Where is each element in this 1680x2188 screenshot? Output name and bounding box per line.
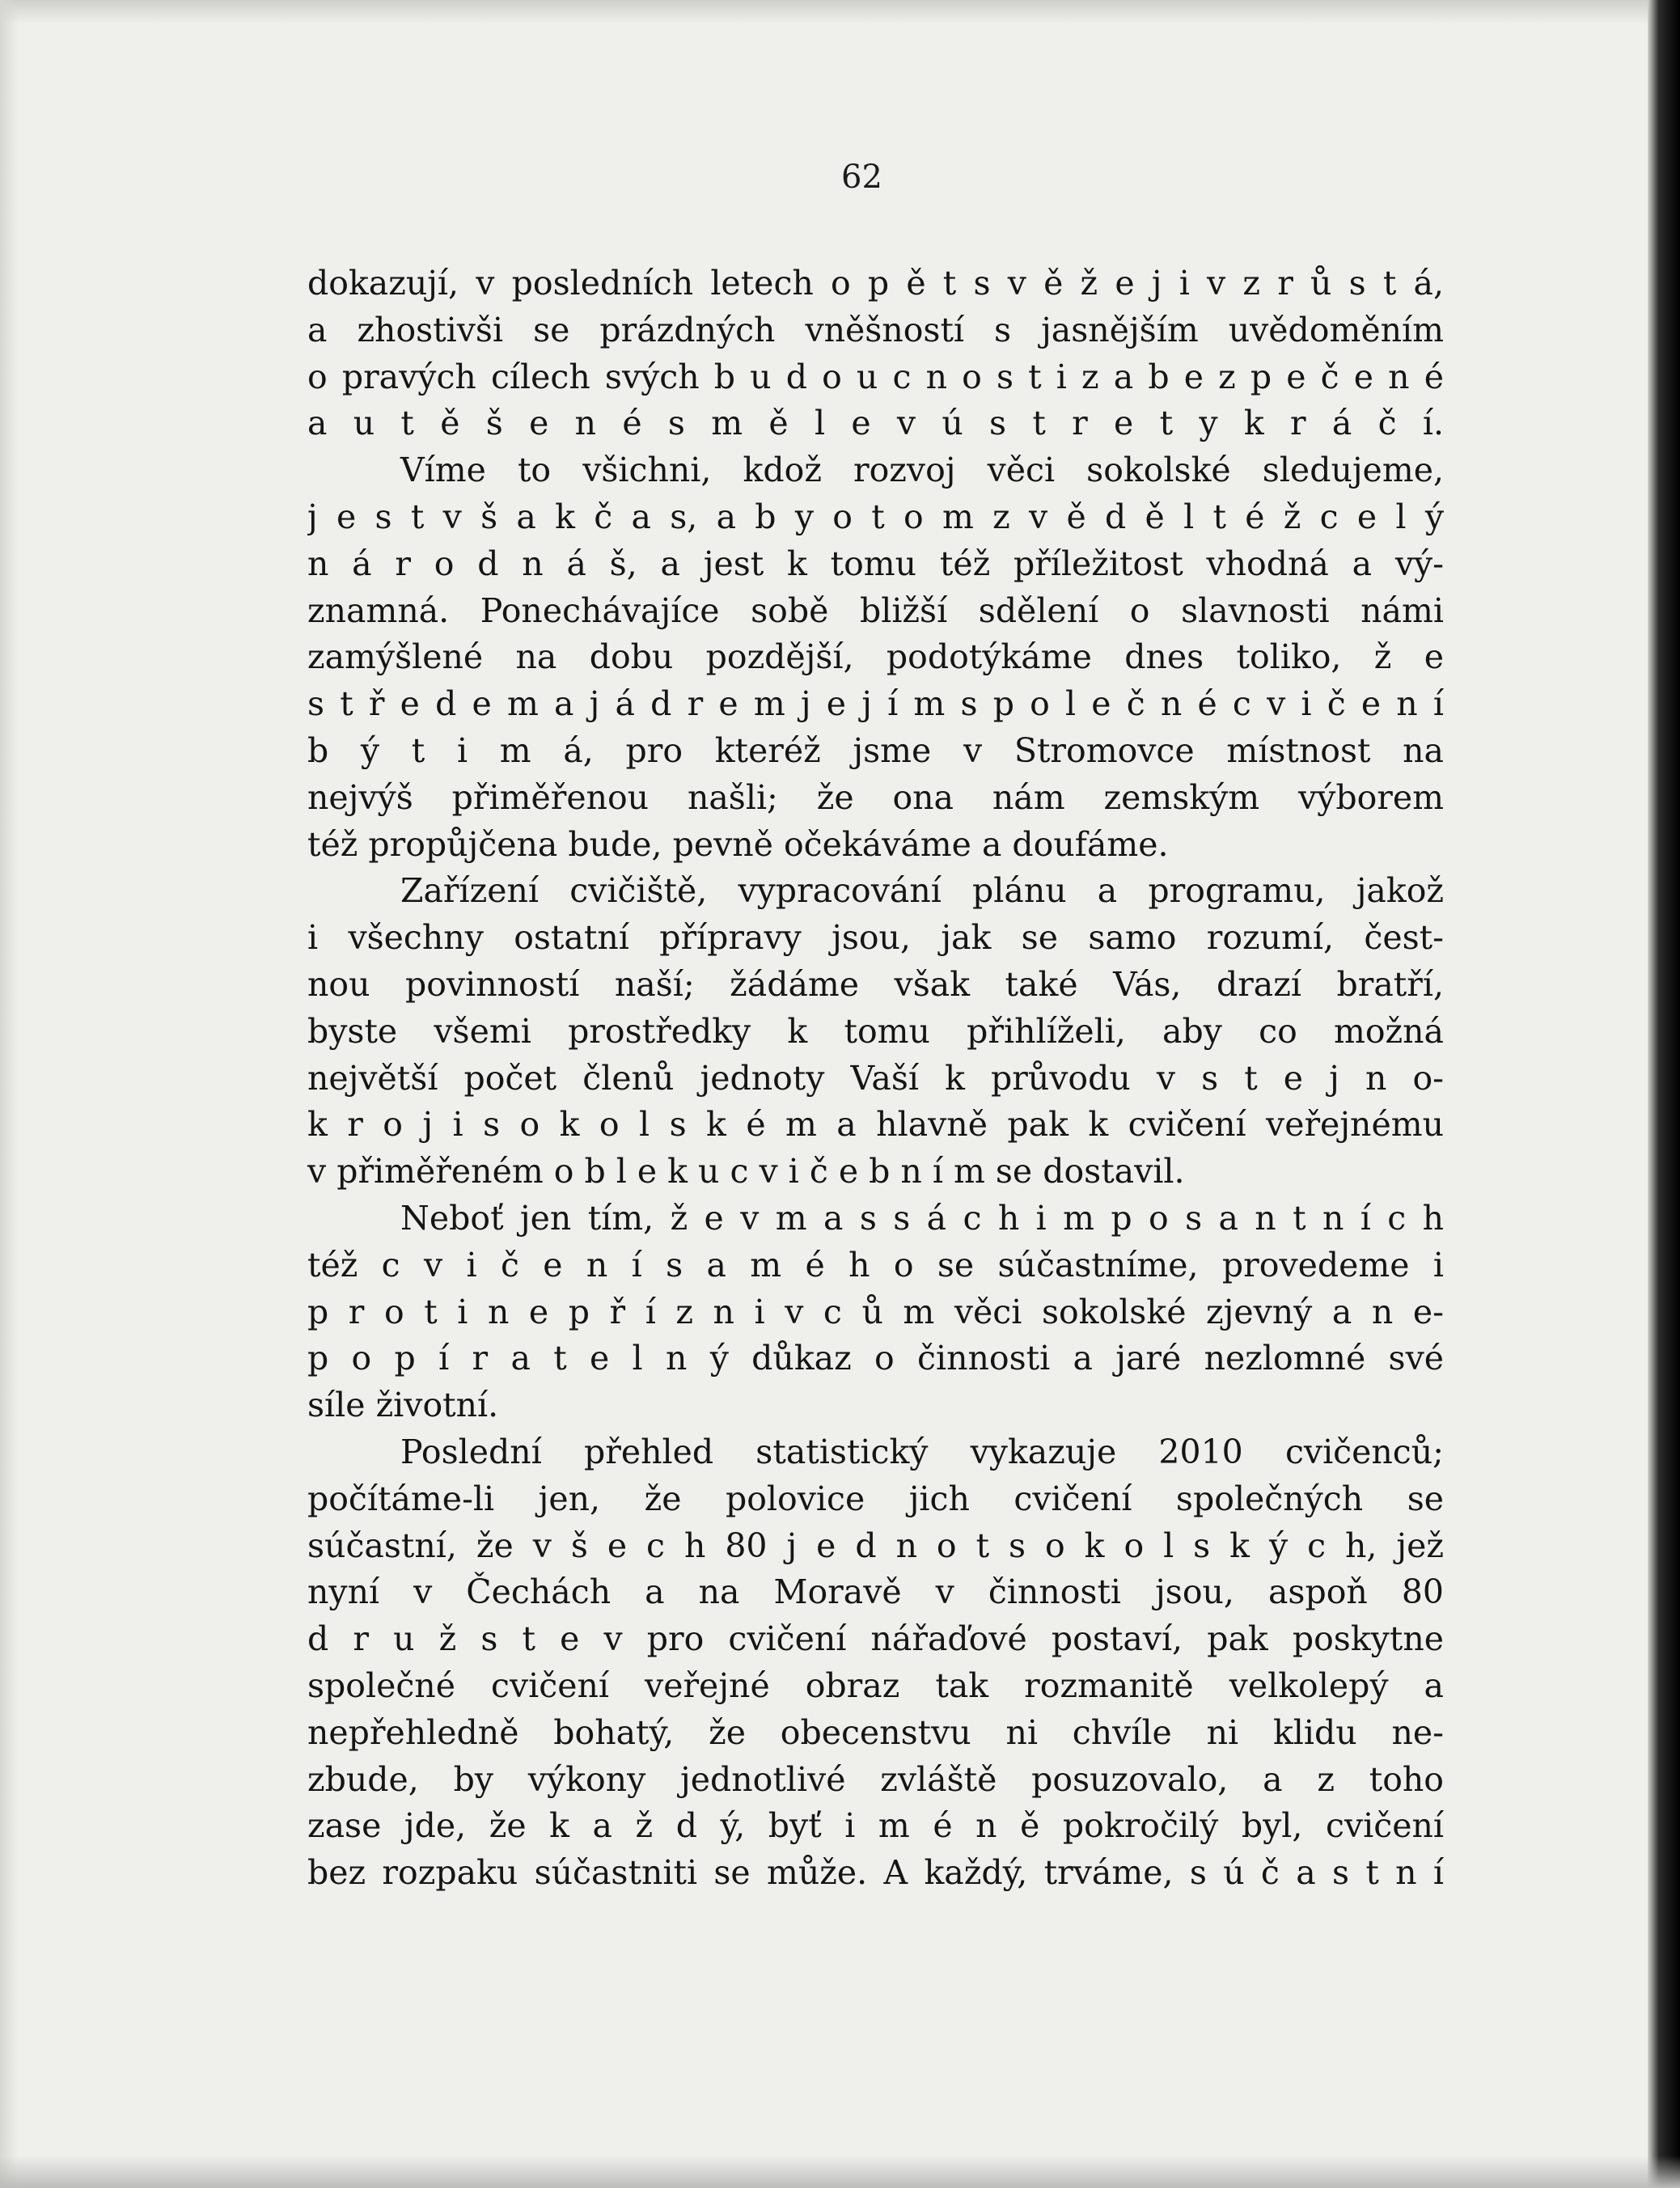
text-line: též propůjčena bude, pevně očekáváme a doufáme. [307, 824, 1169, 864]
text-line: n á r o d n á š, a jest k tomu též příležitost vhodná a vý- [307, 544, 1444, 583]
text-line: b ý t i m á, pro kteréž jsme v Stromovce místnost na [307, 730, 1444, 770]
text-line: súčastní, že v š e c h 80 j e d n o t s o k o l s k ý c h, jež [307, 1526, 1444, 1565]
text-line: společné cvičení veřejné obraz tak rozmanitě velkolepý a [307, 1665, 1444, 1705]
page-number: 62 [841, 159, 882, 196]
binding-edge [1648, 0, 1680, 2188]
text-line: s t ř e d e m a j á d r e m j e j í m s p o l e č n é c v i č e n í [307, 684, 1444, 724]
text-line: Víme to všichni, kdož rozvoj věci sokolské sledujeme, [400, 451, 1444, 490]
text-line: bez rozpaku súčastniti se může. A každý, trváme, s ú č a s t n í [307, 1853, 1444, 1893]
text-line: nou povinností naší; žádáme však také Vás, drazí bratří, [307, 964, 1444, 1004]
text-line: v přiměřeném o b l e k u c v i č e b n í m se dostavil. [307, 1152, 1185, 1191]
text-line: i všechny ostatní přípravy jsou, jak se samo rozumí, čest- [307, 918, 1444, 958]
text-line: Zařízení cvičiště, vypracování plánu a programu, jakož [400, 871, 1444, 911]
text-line: p o p í r a t e l n ý důkaz o činnosti a jaré nezlomné své [307, 1339, 1444, 1378]
text-line: o pravých cílech svých b u d o u c n o s t i z a b e z p e č e n é [307, 357, 1444, 396]
text-line: k r o j i s o k o l s k é m a hlavně pak k cvičení veřejnému [307, 1105, 1444, 1145]
text-line: nejvýš přiměřenou našli; že ona nám zemským výborem [307, 777, 1444, 817]
text-line: zamýšlené na dobu pozdější, podotýkáme dnes toliko, ž e [307, 637, 1444, 677]
text-line: Poslední přehled statistický vykazuje 2010 cvičenců; [400, 1432, 1444, 1471]
text-line: dokazují, v posledních letech o p ě t s v ě ž e j i v z r ů s t á, [307, 264, 1444, 303]
body-text [307, 260, 1444, 1897]
page-top-shadow [0, 0, 1680, 24]
text-line: byste všemi prostředky k tomu přihlíželi, aby co možná [307, 1011, 1444, 1051]
text-line: nepřehledně bohatý, že obecenstvu ni chvíle ni klidu ne- [307, 1712, 1444, 1752]
page-left-shadow [0, 0, 18, 2188]
text-line: a zhostivši se prázdných vněšností s jasnějším uvědoměním [307, 310, 1444, 349]
page-bottom-shadow [0, 2156, 1680, 2188]
text-line: d r u ž s t e v pro cvičení nářaďové postaví, pak poskytne [307, 1619, 1444, 1659]
text-line: též c v i č e n í s a m é h o se súčastníme, provedeme i [307, 1245, 1444, 1284]
text-line: síle životní. [307, 1386, 499, 1425]
text-line: p r o t i n e p ř í z n i v c ů m věci sokolské zjevný a n e- [307, 1292, 1444, 1331]
text-line: zase jde, že k a ž d ý, byť i m é n ě pokročilý byl, cvičení [307, 1806, 1444, 1846]
text-line: Neboť jen tím, ž e v m a s s á c h i m p o s a n t n í c h [400, 1198, 1444, 1238]
text-line: a u t ě š e n é s m ě l e v ú s t r e t y k r á č í. [307, 404, 1444, 443]
text-line: j e s t v š a k č a s, a b y o t o m z v ě d ě l t é ž c e l ý [307, 497, 1444, 536]
text-line: zbude, by výkony jednotlivé zvláště posuzovalo, a z toho [307, 1759, 1444, 1799]
text-line: znamná. Ponechávajíce sobě bližší sdělení o slavnosti námi [307, 590, 1444, 630]
text-line: nyní v Čechách a na Moravě v činnosti jsou, aspoň 80 [307, 1572, 1444, 1612]
text-line: počítáme-li jen, že polovice jich cvičení společných se [307, 1479, 1444, 1518]
text-line: největší počet členů jednoty Vaší k průvodu v s t e j n o- [307, 1058, 1444, 1098]
